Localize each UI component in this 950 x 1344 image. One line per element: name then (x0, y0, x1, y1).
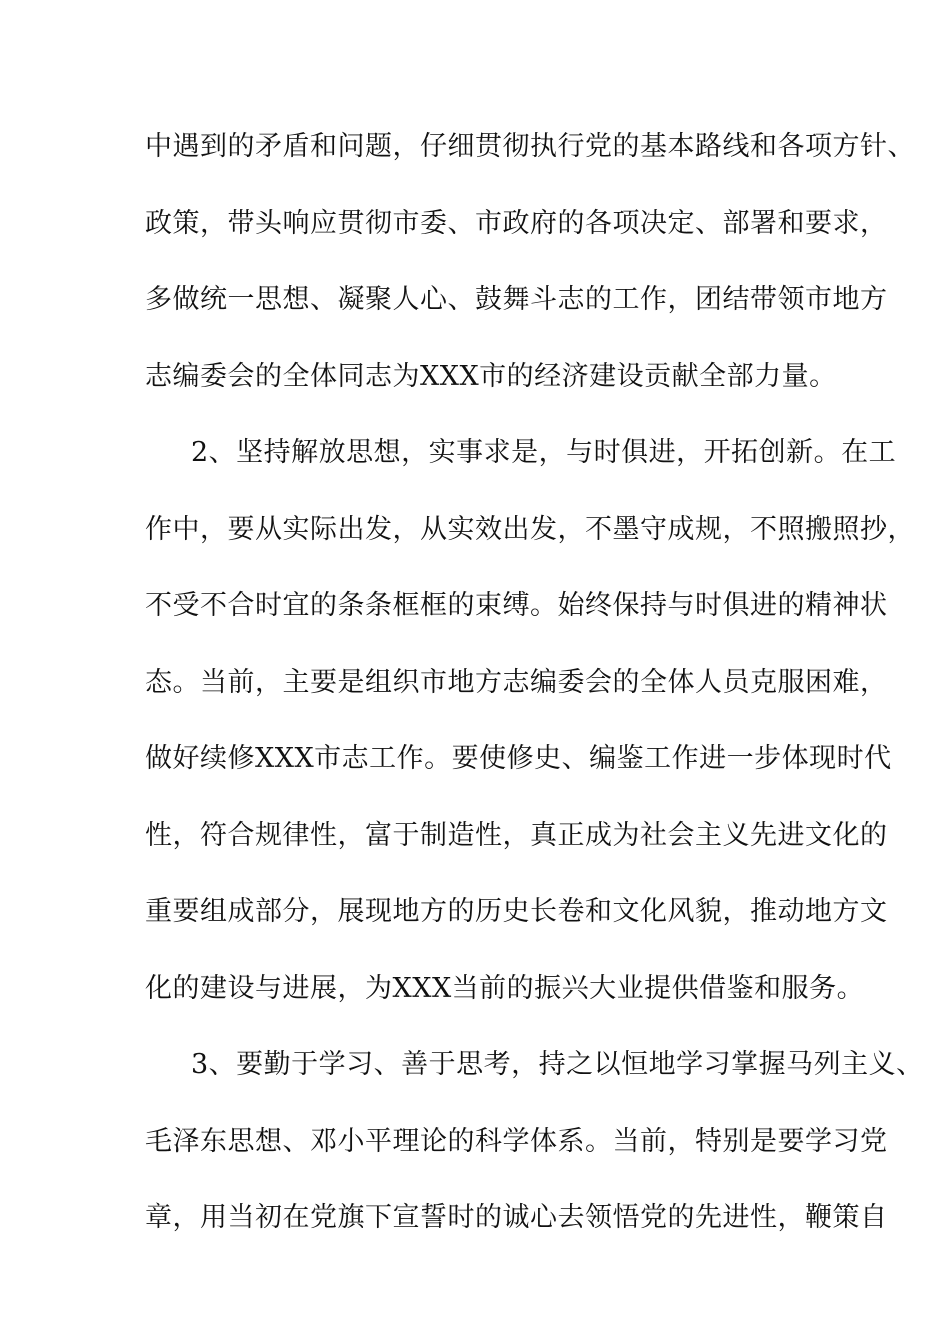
document-body (145, 128, 924, 1276)
text-line: 态。当前，主要是组织市地方志编委会的全体人员克服困难， (145, 666, 888, 698)
text-line: 作中，要从实际出发，从实效出发，不墨守成规，不照搬照抄， (145, 513, 915, 545)
text-line: 多做统一思想、凝聚人心、鼓舞斗志的工作，团结带领市地方 (145, 284, 888, 315)
text-line: 重要组成部分，展现地方的历史长卷和文化风貌，推动地方文 (145, 896, 888, 927)
text-line: 化的建设与进展，为XXX当前的振兴大业提供借鉴和服务。 (145, 972, 865, 1004)
paragraph-2-first-line: 2、坚持解放思想，实事求是，与时俱进，开拓创新。在工 (191, 437, 897, 468)
text-line: 中遇到的矛盾和问题，仔细贯彻执行党的基本路线和各项方针、 (145, 131, 915, 162)
text-line: 性，符合规律性，富于制造性，真正成为社会主义先进文化的 (145, 819, 888, 851)
paragraph-3-first-line: 3、要勤于学习、善于思考，持之以恒地学习掌握马列主义、 (191, 1049, 924, 1080)
text-line: 章，用当初在党旗下宣誓时的诚心去领悟党的先进性，鞭策自 (145, 1202, 888, 1233)
text-line: 做好续修XXX市志工作。要使修史、编鉴工作进一步体现时代 (145, 743, 892, 774)
text-line: 毛泽东思想、邓小平理论的科学体系。当前，特别是要学习党 (145, 1125, 888, 1157)
text-line: 政策，带头响应贯彻市委、市政府的各项决定、部署和要求， (145, 207, 888, 239)
text-line: 志编委会的全体同志为XXX市的经济建设贡献全部力量。 (145, 360, 837, 392)
text-line: 不受不合时宜的条条框框的束缚。始终保持与时俱进的精神状 (145, 590, 888, 621)
